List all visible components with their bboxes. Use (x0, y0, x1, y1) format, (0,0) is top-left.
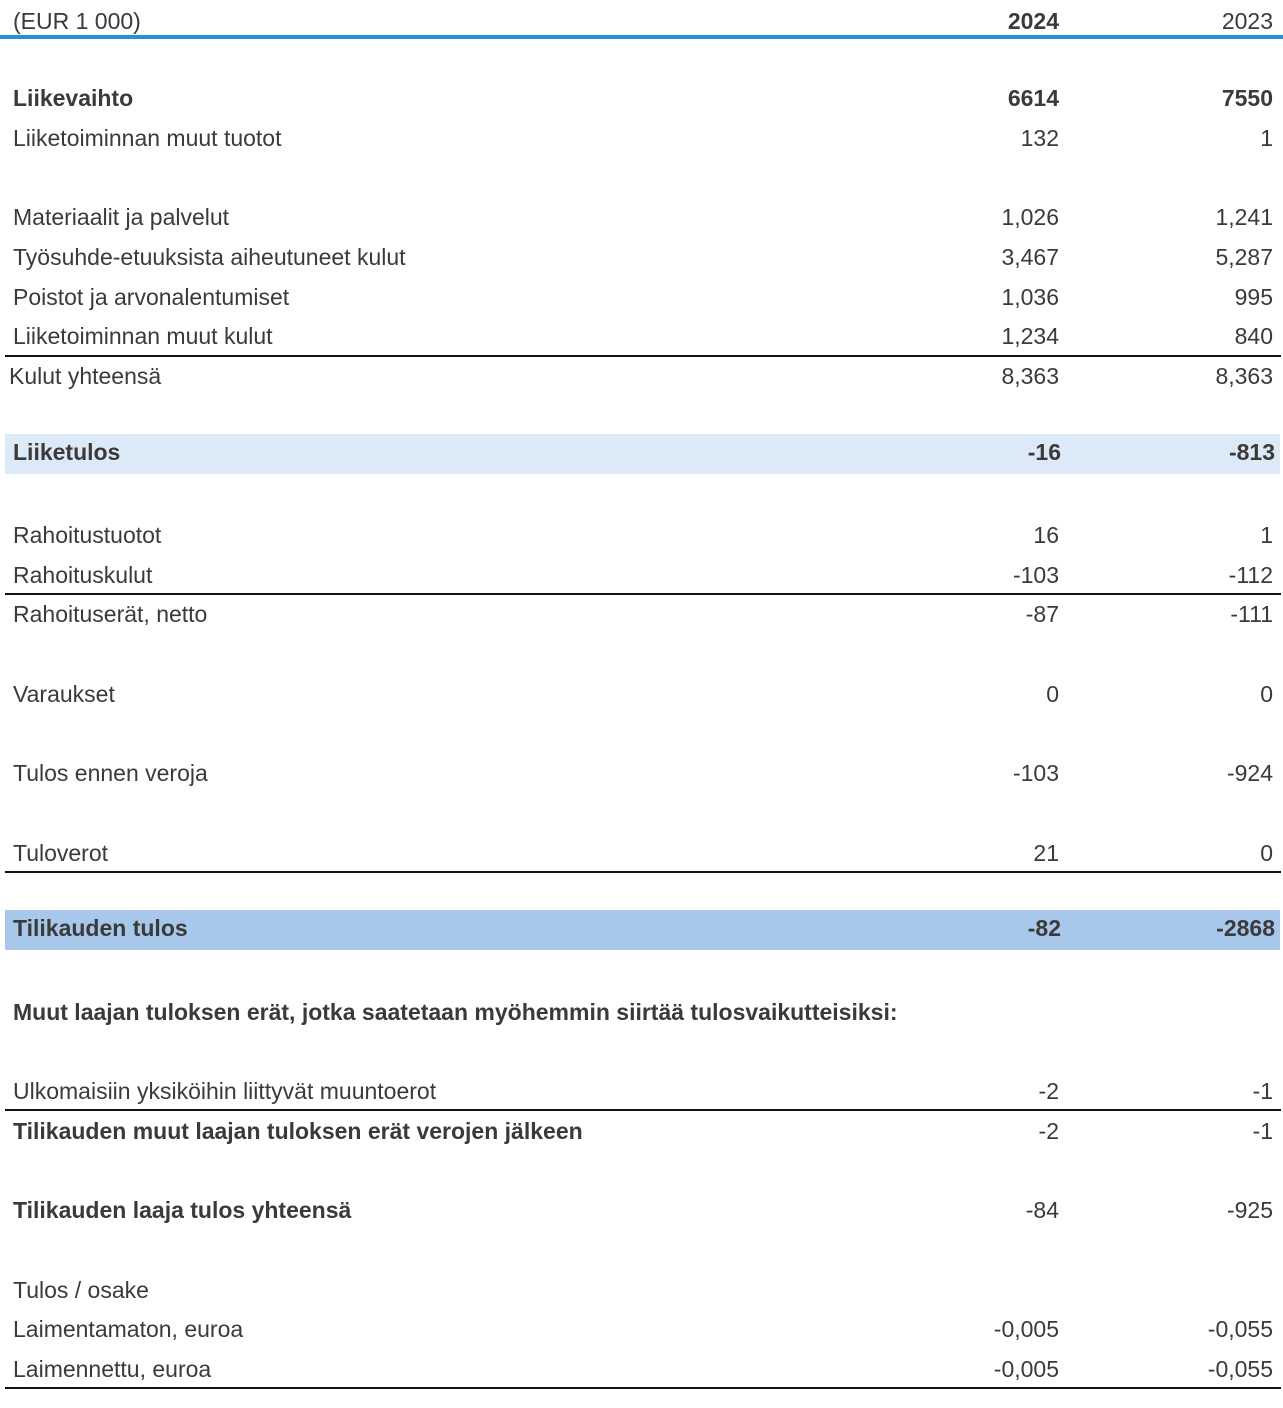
value-2023: 995 (1234, 284, 1273, 310)
value-2024: 8,363 (1001, 363, 1059, 389)
row-label: Tuloverot (13, 840, 109, 866)
row-label: Tulos ennen veroja (13, 760, 208, 786)
row-label: Liiketoiminnan muut tuotot (13, 125, 282, 151)
row-laimentamaton (0, 1311, 1283, 1351)
row-oci-heading (0, 994, 1283, 1034)
row-label: Materiaalit ja palvelut (13, 204, 230, 230)
row-muut-kulut (0, 318, 1283, 358)
row-laimennettu (0, 1351, 1283, 1391)
row-label: Laimennettu, euroa (13, 1356, 212, 1382)
row-tulos-ennen-veroja (0, 755, 1283, 795)
subtotal-divider (5, 593, 1281, 595)
row-laaja-tulos (0, 1192, 1283, 1232)
value-2023: 0 (1260, 681, 1273, 707)
value-2023: -112 (1228, 562, 1273, 588)
value-2024: 0 (1046, 681, 1059, 707)
row-label: Rahoitustuotot (13, 522, 162, 548)
row-label: Laimentamaton, euroa (13, 1316, 244, 1342)
year-current: 2024 (1007, 8, 1059, 34)
value-2024: -0,005 (993, 1316, 1059, 1342)
row-label: Tilikauden laaja tulos yhteensä (13, 1197, 352, 1223)
row-tulos-osake (0, 1272, 1283, 1312)
value-2023: -1 (1252, 1118, 1273, 1144)
table-header (0, 0, 1283, 40)
value-2024: -82 (1027, 915, 1061, 941)
value-2024: -0,005 (993, 1356, 1059, 1382)
row-label: Liiketoiminnan muut kulut (13, 323, 273, 349)
value-2023: -924 (1226, 760, 1273, 786)
row-rahoituskulut (0, 557, 1283, 597)
value-2023: 1 (1260, 125, 1273, 151)
row-label: Poistot ja arvonalentumiset (13, 284, 290, 310)
subtotal-divider (5, 871, 1281, 873)
row-label: Rahoituserät, netto (13, 601, 208, 627)
row-tilikauden-tulos (5, 910, 1280, 950)
value-2023: -1 (1252, 1078, 1273, 1104)
value-2024: -16 (1027, 439, 1061, 465)
row-label: Tilikauden muut laajan tuloksen erät verojen jälkeen (13, 1118, 583, 1144)
value-2023: 8,363 (1215, 363, 1273, 389)
row-tyosuhde (0, 239, 1283, 279)
table-bottom-rule (5, 1387, 1281, 1389)
value-2024: -103 (1012, 760, 1059, 786)
value-2024: 3,467 (1001, 244, 1059, 270)
value-2023: 5,287 (1215, 244, 1273, 270)
value-2023: -813 (1228, 439, 1275, 465)
value-2024: 21 (1033, 840, 1059, 866)
section-heading: Muut laajan tuloksen erät, jotka saatetaan myöhemmin siirtää tulosvaikutteisiksi: (13, 999, 898, 1025)
row-muut-tuotot (0, 120, 1283, 160)
value-2023: 840 (1234, 323, 1273, 349)
row-label: Tilikauden tulos (13, 915, 188, 941)
row-rahoituserat (0, 596, 1283, 636)
value-2024: -2 (1038, 1118, 1059, 1144)
value-2024: -2 (1038, 1078, 1059, 1104)
unit-label: (EUR 1 000) (13, 8, 141, 34)
row-label: Liiketulos (13, 439, 121, 465)
value-2024: -103 (1012, 562, 1059, 588)
row-kulut-yhteensa (0, 358, 1283, 398)
value-2023: -0,055 (1207, 1356, 1273, 1382)
value-2024: 6614 (1007, 85, 1059, 111)
value-2024: 1,036 (1001, 284, 1059, 310)
value-2023: -925 (1226, 1197, 1273, 1223)
value-2023: 1 (1260, 522, 1273, 548)
value-2024: 132 (1020, 125, 1059, 151)
value-2024: 16 (1033, 522, 1059, 548)
row-tuloverot (0, 835, 1283, 875)
value-2024: 1,026 (1001, 204, 1059, 230)
value-2024: -87 (1025, 601, 1059, 627)
value-2024: 1,234 (1001, 323, 1059, 349)
row-label: Ulkomaisiin yksiköihin liittyvät muuntoerot (13, 1078, 437, 1104)
value-2023: -0,055 (1207, 1316, 1273, 1342)
row-muut-laajan-jalkeen (0, 1113, 1283, 1153)
value-2023: 7550 (1221, 85, 1273, 111)
row-label: Rahoituskulut (13, 562, 153, 588)
row-liiketulos (5, 434, 1280, 474)
row-poistot (0, 279, 1283, 319)
header-divider (0, 35, 1283, 39)
row-liikevaihto (0, 80, 1283, 120)
row-varaukset (0, 676, 1283, 716)
value-2023: -111 (1230, 601, 1273, 627)
value-2023: -2868 (1216, 915, 1275, 941)
row-rahoitustuotot (0, 517, 1283, 557)
value-2023: 1,241 (1215, 204, 1273, 230)
row-label: Kulut yhteensä (9, 363, 162, 389)
row-materiaalit (0, 199, 1283, 239)
row-label: Varaukset (13, 681, 115, 707)
row-label: Tulos / osake (13, 1277, 149, 1303)
row-label: Liikevaihto (13, 85, 134, 111)
subtotal-divider (5, 355, 1281, 357)
value-2023: 0 (1260, 840, 1273, 866)
row-muuntoerot (0, 1073, 1283, 1113)
subtotal-divider (5, 1109, 1281, 1111)
year-previous: 2023 (1221, 8, 1273, 34)
row-label: Työsuhde-etuuksista aiheutuneet kulut (13, 244, 406, 270)
value-2024: -84 (1025, 1197, 1059, 1223)
